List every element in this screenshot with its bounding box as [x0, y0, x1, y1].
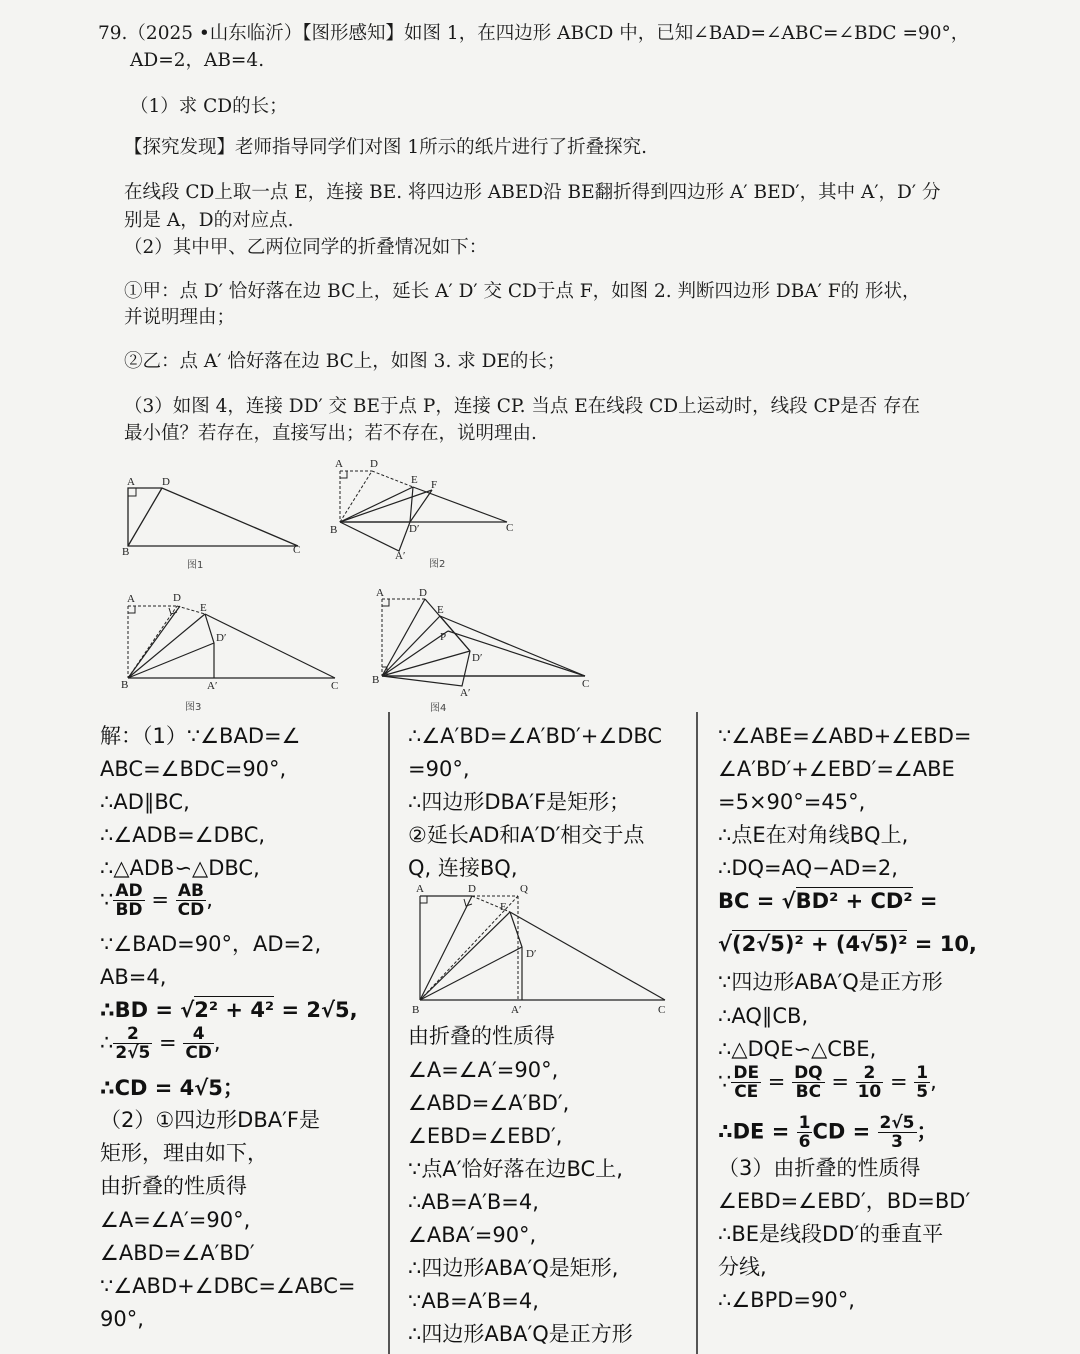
- label-d: D: [419, 587, 427, 599]
- solution-line: ∴AQ∥CB,: [718, 1004, 809, 1028]
- solution-line: 解：（1）∵∠BAD=∠: [100, 724, 301, 748]
- column-divider: [388, 712, 390, 1354]
- solution-line: ∴四边形ABA′Q是矩形,: [408, 1256, 619, 1280]
- label-e: E: [411, 474, 418, 486]
- label-d-prime: D′: [472, 652, 483, 664]
- label-a-prime: A′: [511, 1004, 522, 1016]
- solution-line: 由折叠的性质得: [408, 1024, 555, 1048]
- caption-fig4: 图4: [430, 703, 447, 713]
- solution-line: =90°,: [408, 757, 470, 781]
- label-a: A: [127, 593, 135, 605]
- solution-line: ∵点A′恰好落在边BC上,: [408, 1157, 623, 1181]
- label-b: B: [412, 1004, 420, 1016]
- solution-line: ABC=∠BDC=90°,: [100, 757, 287, 781]
- figure-4: [370, 583, 600, 713]
- label-e: E: [500, 901, 507, 913]
- solution-line: ②延长AD和A′D′相交于点: [408, 823, 645, 847]
- problem-line: 79.（2025 •山东临沂）【图形感知】如图 1，在四边形 ABCD 中，已知∠BAD=∠ABC=∠BDC =90°，: [98, 23, 970, 44]
- label-b: B: [121, 679, 129, 691]
- solution-line: （3）由折叠的性质得: [718, 1156, 921, 1180]
- solution-line: ∴点E在对角线BQ上,: [718, 823, 909, 847]
- bc-equation: BC = √BD² + CD² =: [718, 889, 938, 913]
- solution-line: AB=4,: [100, 965, 167, 989]
- solution-line: =5×90°=45°,: [718, 790, 866, 814]
- caption-fig3: 图3: [185, 702, 202, 713]
- label-q: Q: [520, 883, 528, 895]
- problem-line: 【探究发现】老师指导同学们对图 1所示的纸片进行了折叠探究.: [124, 137, 648, 158]
- problem-line: （3）如图 4，连接 DD′ 交 BE于点 P，连接 CP. 当点 E在线段 CD上运动时，线段 CP是否 存在: [124, 396, 920, 417]
- solution-line: ∵∠ABD+∠DBC=∠ABC=: [100, 1274, 356, 1298]
- label-c: C: [506, 522, 514, 534]
- problem-line: （2）其中甲、乙两位同学的折叠情况如下：: [124, 237, 488, 258]
- solution-column-1: [100, 712, 385, 1354]
- solution-line: ∴△ADB∽△DBC,: [100, 856, 260, 880]
- problem-line: 并说明理由；: [124, 307, 236, 328]
- problem-line: 最小值？若存在，直接写出；若不存在，说明理由.: [124, 423, 537, 444]
- solution-line: ∴∠ADB=∠DBC,: [100, 823, 266, 847]
- solution-line: ∠A=∠A′=90°,: [408, 1058, 559, 1082]
- problem-line: ②乙：点 A′ 恰好落在边 BC上，如图 3. 求 DE的长；: [124, 351, 566, 372]
- label-p: P: [440, 631, 447, 643]
- problem-line: 在线段 CD上取一点 E，连接 BE. 将四边形 ABED沿 BE翻折得到四边形 A′ BED′，其中 A′，D′ 分: [124, 182, 941, 203]
- label-c: C: [331, 680, 339, 692]
- caption-fig1: 图1: [187, 560, 204, 571]
- solution-line: ∴四边形DBA′F是矩形；: [408, 790, 631, 814]
- solution-figure: [410, 882, 680, 1022]
- solution-line: Q, 连接BQ,: [408, 856, 518, 880]
- label-d-prime: D′: [526, 948, 537, 960]
- solution-line: 90°,: [100, 1307, 144, 1331]
- label-a: A: [376, 587, 384, 599]
- solution-column-2: [408, 712, 693, 1354]
- problem-line: （1）求 CD的长；: [130, 96, 288, 117]
- label-e: E: [437, 604, 444, 616]
- figure-1: [115, 470, 315, 575]
- solution-line: ∠ABD=∠A′BD′,: [408, 1091, 570, 1115]
- label-d-prime: D′: [409, 523, 420, 535]
- label-d-prime: D′: [216, 632, 227, 644]
- ratio-equation: ∵ $\frac{AD}{BD}$ = $\frac{AB}{CD}$ ,: [100, 881, 213, 920]
- bd-equation: ∴BD = √2² + 4² = 2√5,: [100, 998, 358, 1022]
- label-d: D: [162, 476, 170, 488]
- solution-line: ∴DQ=AQ−AD=2,: [718, 856, 898, 880]
- solution-line: ∴△DQE∽△CBE,: [718, 1037, 877, 1061]
- label-a-prime: A′: [207, 680, 218, 692]
- figure-2: [325, 455, 530, 575]
- column-divider: [696, 712, 698, 1354]
- problem-line: ①甲：点 D′ 恰好落在边 BC上，延长 A′ D′ 交 CD于点 F，如图 2. 判断四边形 DBA′ F的 形状，: [124, 281, 921, 302]
- solution-column-3: [718, 712, 1018, 1354]
- label-b: B: [372, 674, 380, 686]
- label-a: A: [127, 476, 135, 488]
- solution-line: ∠ABD=∠A′BD′: [100, 1241, 255, 1265]
- solution-line: （2）①四边形DBA′F是: [100, 1108, 320, 1132]
- solution-line: ∵∠BAD=90°，AD=2,: [100, 932, 322, 956]
- solution-line: 由折叠的性质得: [100, 1174, 247, 1198]
- solution-line: ∵四边形ABA′Q是正方形: [718, 970, 943, 994]
- label-a: A: [416, 883, 424, 895]
- solution-line: ∠EBD=∠EBD′,: [408, 1124, 563, 1148]
- solution-line: ∠A′BD′+∠EBD′=∠ABE: [718, 757, 955, 781]
- ratio-equation-2: ∴ $\frac{2}{2√5}$ = $\frac{4}{CD}$ ,: [100, 1024, 221, 1063]
- solution-line: 分线,: [718, 1255, 767, 1279]
- solution-line: ∴AB=A′B=4,: [408, 1190, 539, 1214]
- label-a-prime: A′: [460, 687, 471, 699]
- label-a: A: [335, 458, 343, 470]
- label-e: E: [200, 602, 207, 614]
- label-b: B: [330, 524, 338, 536]
- bc-equation-2: √(2√5)² + (4√5)² = 10,: [718, 932, 977, 956]
- solution-line: ∴∠BPD=90°,: [718, 1288, 855, 1312]
- label-c: C: [658, 1004, 666, 1016]
- solution-line: ∵AB=A′B=4,: [408, 1289, 539, 1313]
- ratio-chain: ∵ $\frac{DE}{CE}$ = $\frac{DQ}{BC}$ = $\frac{2}{10}$ = $\frac{1}{5}$ ,: [718, 1063, 937, 1102]
- label-c: C: [293, 544, 301, 556]
- cd-result: ∴CD = 4√5；: [100, 1076, 244, 1100]
- solution-line: ∠EBD=∠EBD′，BD=BD′: [718, 1189, 971, 1213]
- solution-line: 矩形，理由如下，: [100, 1141, 268, 1165]
- solution-line: ∵∠ABE=∠ABD+∠EBD=: [718, 724, 972, 748]
- solution-line: ∠A=∠A′=90°,: [100, 1208, 251, 1232]
- label-b: B: [122, 546, 130, 558]
- solution-line: ∴BE是线段DD′的垂直平: [718, 1222, 944, 1246]
- caption-fig2: 图2: [429, 559, 446, 570]
- figure-3: [115, 588, 350, 713]
- solution-line: ∴∠A′BD=∠A′BD′+∠DBC: [408, 724, 663, 748]
- de-result: ∴DE = $\frac{1}{6}$ CD = $\frac{2√5}{3}$ ；: [718, 1113, 938, 1152]
- label-d: D: [173, 592, 181, 604]
- label-d: D: [370, 458, 378, 470]
- label-d: D: [468, 883, 476, 895]
- label-f: F: [431, 479, 438, 491]
- solution-line: ∴AD∥BC,: [100, 790, 190, 814]
- problem-line: AD=2，AB=4.: [130, 50, 265, 71]
- solution-section: [0, 712, 1080, 1354]
- label-c: C: [582, 678, 590, 690]
- problem-line: 别是 A，D的对应点.: [124, 210, 294, 231]
- label-a-prime: A′: [395, 550, 406, 562]
- solution-line: ∴四边形ABA′Q是正方形: [408, 1322, 633, 1346]
- solution-line: ∠ABA′=90°,: [408, 1223, 537, 1247]
